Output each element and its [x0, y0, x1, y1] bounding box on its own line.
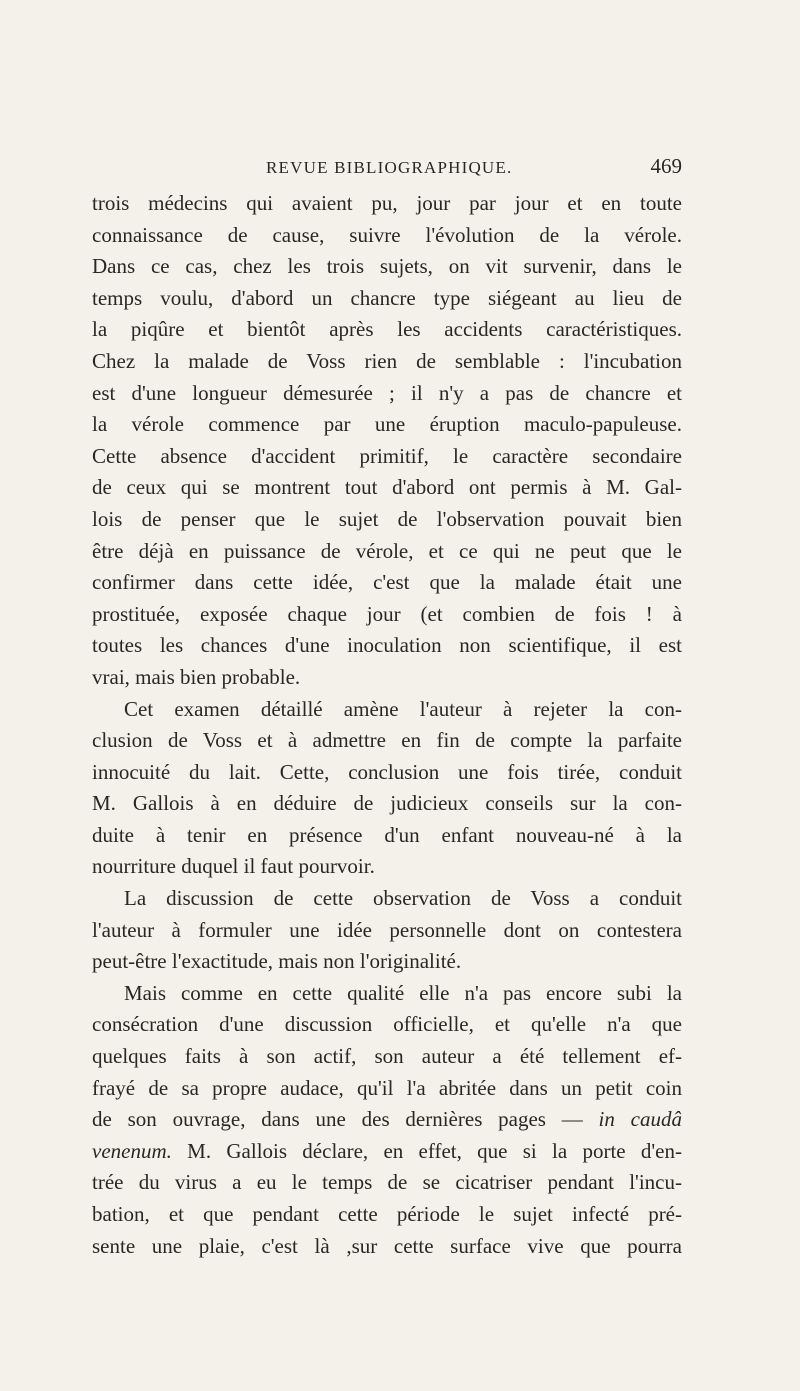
text-line: La discussion de cette observation de Voss a conduit: [124, 886, 682, 911]
page-number: 469: [650, 154, 682, 178]
text-line: [92, 1136, 682, 1168]
text-line: nourriture duquel il faut pourvoir.: [92, 854, 375, 879]
text-line: est d'une longueur démesurée ; il n'y a pas de chancre et: [92, 380, 682, 405]
text-line: être déjà en puissance de vérole, et ce qui ne peut que le: [92, 538, 682, 563]
text-line: Cette absence d'accident primitif, le caractère secondaire: [92, 443, 682, 468]
text-line: trois médecins qui avaient pu, jour par jour et en toute: [92, 191, 682, 215]
text-line: M. Gallois à en déduire de judicieux conseils sur la con-: [92, 791, 682, 816]
running-head: REVUE BIBLIOGRAPHIQUE.: [266, 158, 513, 177]
text-line: confirmer dans cette idée, c'est que la malade était une: [92, 570, 682, 595]
page-header: [92, 154, 682, 184]
text-line: innocuité du lait. Cette, conclusion une fois tirée, conduit: [92, 759, 682, 784]
italic-phrase: venenum.: [92, 1138, 172, 1163]
body-text: [92, 188, 682, 1262]
text-run: M. Gallois déclare, en effet, que si la porte d'en-: [171, 1138, 682, 1163]
text-line: bation, et que pendant cette période le sujet infecté pré-: [92, 1202, 682, 1226]
text-line: peut-être l'exactitude, mais non l'originalité.: [92, 949, 462, 974]
text-line: clusion de Voss et à admettre en fin de compte la parfaite: [92, 728, 682, 753]
text-line: prostituée, exposée chaque jour (et combien de fois ! à: [92, 601, 682, 626]
text-line: Dans ce cas, chez les trois sujets, on vit survenir, dans le: [92, 254, 682, 279]
text-line: duite à tenir en présence d'un enfant nouveau-né à la: [92, 822, 682, 847]
text-run: de son ouvrage, dans une des dernières pages —: [92, 1107, 599, 1132]
text-line: consécration d'une discussion officielle, et qu'elle n'a que: [92, 1012, 682, 1037]
text-line: temps voulu, d'abord un chancre type siégeant au lieu de: [92, 285, 682, 310]
text-line: Mais comme en cette qualité elle n'a pas encore subi la: [124, 980, 682, 1005]
text-line: trée du virus a eu le temps de se cicatriser pendant l'incu-: [92, 1170, 682, 1195]
text-line: vrai, mais bien probable.: [92, 664, 301, 689]
text-line: la vérole commence par une éruption maculo-papuleuse.: [92, 412, 682, 437]
text-line: lois de penser que le sujet de l'observation pouvait bien: [92, 506, 682, 531]
text-line: de ceux qui se montrent tout d'abord ont permis à M. Gal-: [92, 475, 682, 500]
text-line: Cet examen détaillé amène l'auteur à rejeter la con-: [124, 696, 682, 721]
text-line: Chez la malade de Voss rien de semblable : l'incubation: [92, 348, 682, 373]
text-line: toutes les chances d'une inoculation non scientifique, il est: [92, 633, 682, 658]
text-line: sente une plaie, c'est là ,sur cette surface vive que pourra: [92, 1233, 682, 1258]
italic-phrase: in caudâ: [598, 1107, 682, 1132]
text-line: frayé de sa propre audace, qu'il l'a abritée dans un petit coin: [92, 1075, 682, 1100]
text-line: quelques faits à son actif, son auteur a été tellement ef-: [92, 1044, 682, 1069]
text-line: l'auteur à formuler une idée personnelle dont on contestera: [92, 917, 682, 942]
text-line: la piqûre et bientôt après les accidents caractéristiques.: [92, 317, 682, 342]
text-line: [92, 1104, 682, 1136]
text-line: connaissance de cause, suivre l'évolution de la vérole.: [92, 222, 682, 247]
